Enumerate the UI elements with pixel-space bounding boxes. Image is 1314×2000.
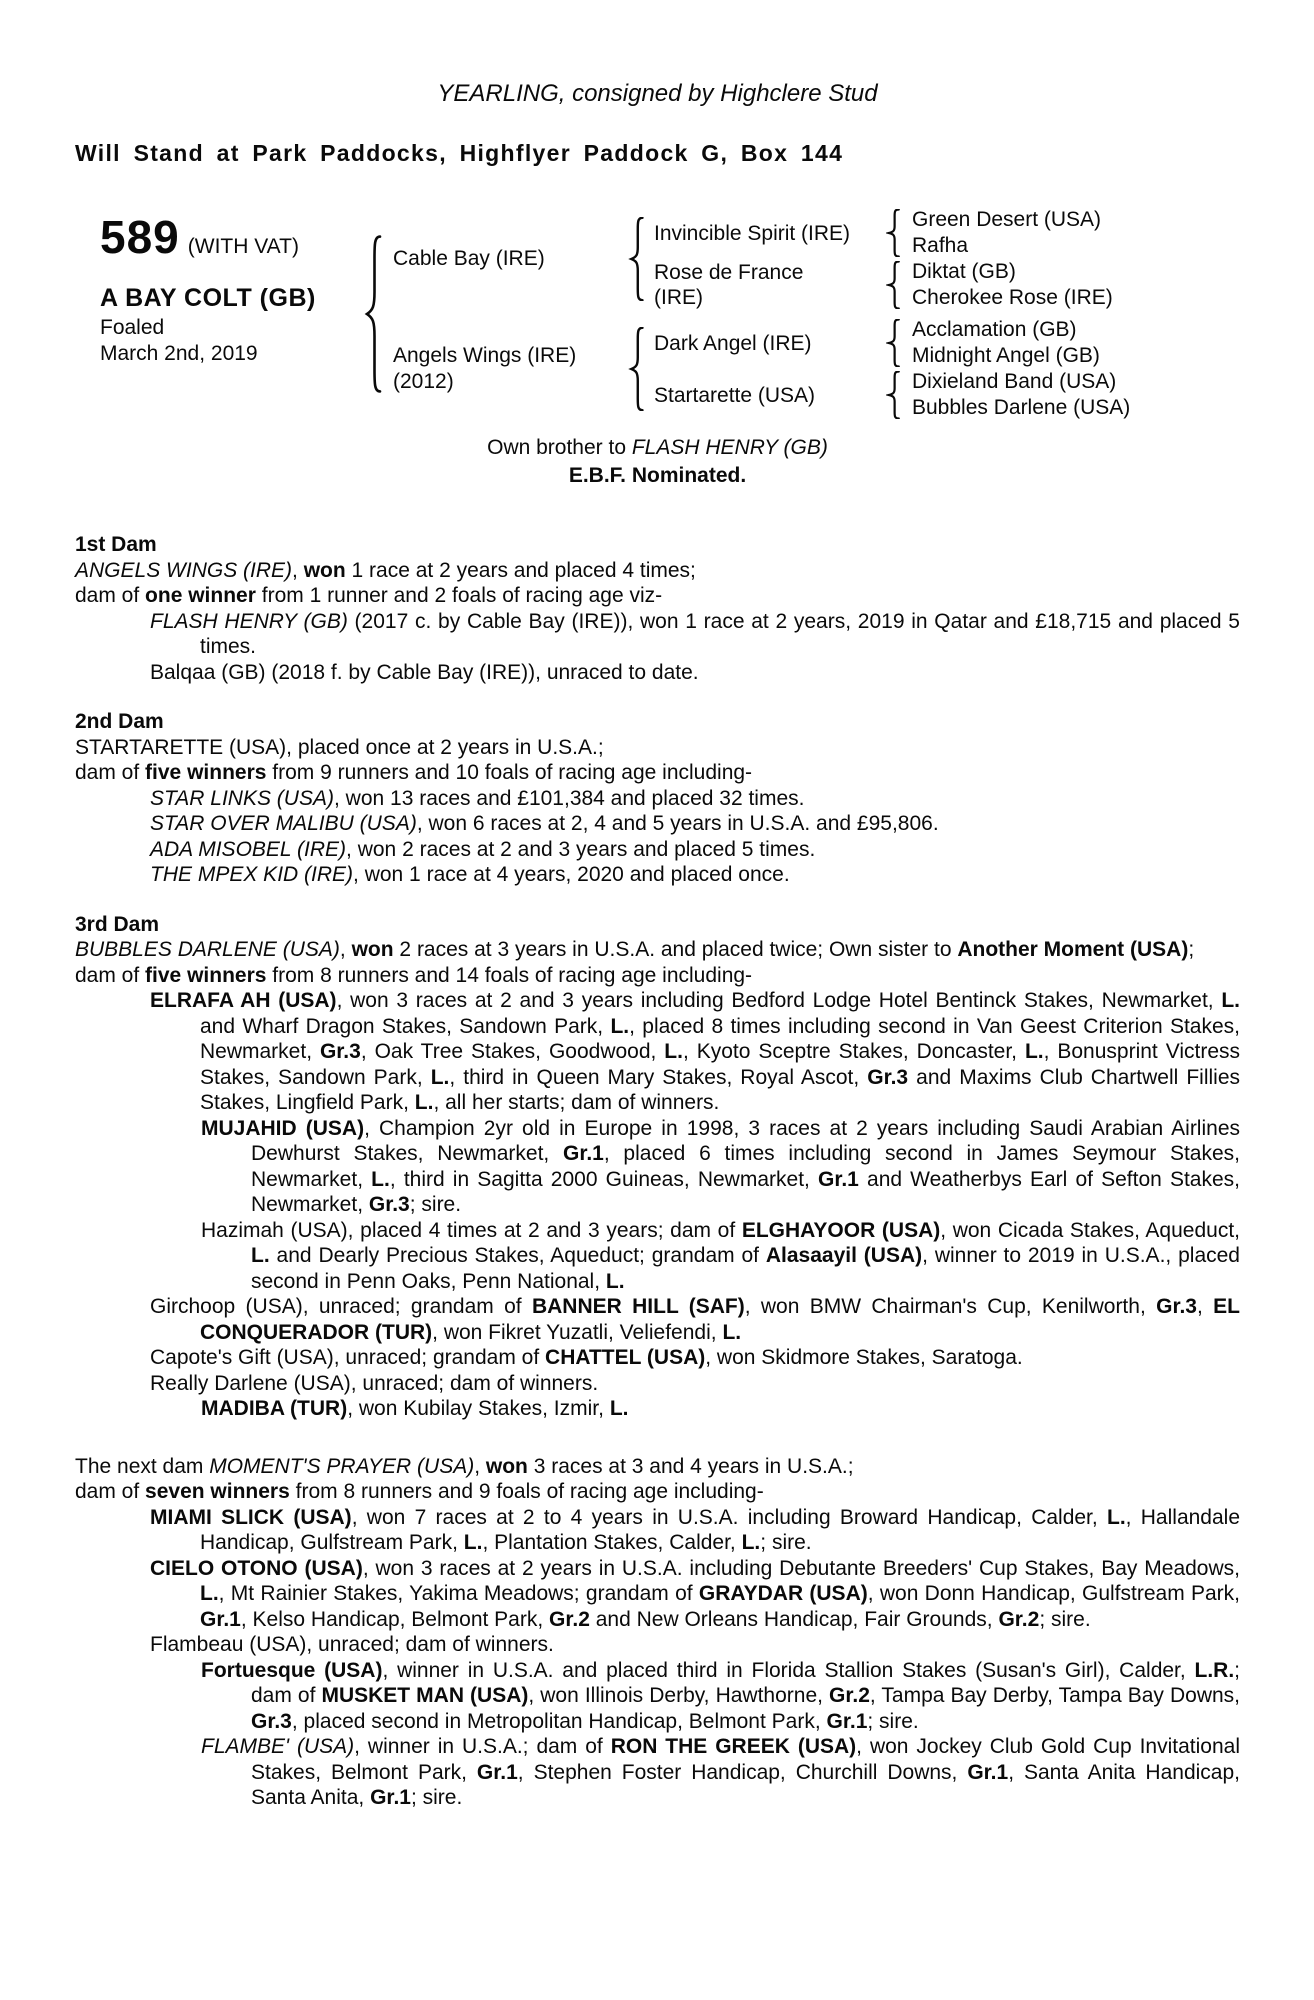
text-run: L. bbox=[609, 1397, 629, 1420]
text-run: won bbox=[351, 938, 394, 961]
pedigree-paragraph bbox=[75, 988, 1240, 1116]
text-run: dam of bbox=[75, 1480, 146, 1503]
text-run: , placed second in Metropolitan Handicap, Belmont Park, bbox=[291, 1709, 827, 1733]
text-run: ADA MISOBEL (IRE) bbox=[150, 837, 347, 861]
pedigree-paragraph bbox=[75, 862, 1240, 888]
text-run: from 8 runners and 14 foals of racing age including- bbox=[266, 963, 753, 987]
text-run: STAR OVER MALIBU (USA) bbox=[150, 812, 417, 835]
text-run: Gr.2 bbox=[998, 1607, 1040, 1631]
text-run: Gr.1 bbox=[370, 1786, 411, 1809]
pedigree-paragraph bbox=[75, 1116, 1240, 1218]
dam-sire-parents bbox=[912, 317, 1240, 369]
text-run: L. bbox=[414, 1091, 434, 1114]
sire-dam-branch bbox=[654, 259, 1240, 311]
text-run: Gr.1 bbox=[826, 1709, 868, 1733]
text-run: , won Jockey Club Gold Cup Invitational Stakes, Belmont Park, bbox=[251, 1735, 1240, 1784]
foaled-label: Foaled bbox=[100, 315, 165, 339]
text-run: CHATTEL (USA) bbox=[545, 1346, 706, 1369]
sire-brace-wrap bbox=[628, 207, 654, 311]
great-granddam-name: Bubbles Darlene (USA) bbox=[912, 396, 1131, 419]
pedigree-paragraph bbox=[75, 583, 1240, 609]
text-run: , winner in U.S.A.; dam of bbox=[354, 1735, 611, 1758]
text-run: Gr.1 bbox=[562, 1142, 604, 1165]
text-run: 2 races at 3 years in U.S.A. and placed twice; Own sister to bbox=[393, 938, 958, 961]
sire-sire-branch bbox=[654, 207, 1240, 259]
text-run: L. bbox=[605, 1269, 625, 1293]
sire-grandparents bbox=[654, 207, 1240, 311]
text-run: , won Donn Handicap, Gulfstream Park, bbox=[867, 1582, 1240, 1605]
text-run: FLAMBE' (USA) bbox=[201, 1735, 355, 1758]
pedigree-name-line: Cable Bay (IRE) bbox=[393, 247, 545, 270]
pedigree-paragraph bbox=[75, 1556, 1240, 1633]
pedigree-paragraph bbox=[75, 1454, 1240, 1480]
text-run: , won 13 races and £101,384 and placed 32 times. bbox=[333, 786, 805, 810]
dam-dam-brace-wrap bbox=[886, 369, 912, 421]
lot-vat-note: (WITH VAT) bbox=[187, 235, 299, 258]
text-run: Gr.1 bbox=[476, 1760, 518, 1784]
text-run: dam of bbox=[75, 584, 146, 607]
pedigree-name-line: Dark Angel (IRE) bbox=[654, 331, 812, 355]
sire-dam-brace-wrap bbox=[886, 259, 912, 311]
dam-sire-brace-wrap bbox=[886, 317, 912, 369]
text-run: Gr.2 bbox=[549, 1607, 590, 1631]
dam-dam-branch bbox=[654, 369, 1240, 421]
great-granddam-name: Cherokee Rose (IRE) bbox=[912, 286, 1113, 309]
text-run: The next dam bbox=[75, 1454, 210, 1478]
text-run: Girchoop (USA), unraced; grandam of bbox=[150, 1295, 532, 1318]
text-run: , Santa Anita Handicap, Santa Anita, bbox=[251, 1760, 1240, 1809]
text-run: , winner in U.S.A. and placed third in Florida Stallion Stakes (Susan's Girl), Calder, bbox=[382, 1658, 1195, 1682]
text-run: seven winners bbox=[145, 1480, 290, 1503]
dam-sire-branch bbox=[654, 317, 1240, 369]
pedigree-paragraph bbox=[75, 786, 1240, 812]
text-run: from 9 runners and 10 foals of racing age including- bbox=[266, 761, 753, 784]
text-run: and New Orleans Handicap, Fair Grounds, bbox=[589, 1607, 999, 1631]
text-run: five winners bbox=[145, 963, 267, 987]
text-run: , Kyoto Sceptre Stakes, Doncaster, bbox=[682, 1040, 1025, 1063]
great-grandsire-name: Green Desert (USA) bbox=[912, 208, 1102, 231]
text-run: , winner to 2019 in U.S.A., placed second in Penn Oaks, Penn National, bbox=[251, 1244, 1240, 1293]
text-run: , all her starts; dam of winners. bbox=[433, 1091, 720, 1114]
section-heading: 1st Dam bbox=[75, 533, 157, 556]
text-run: Gr.3 bbox=[368, 1193, 410, 1216]
dam-dam-parents bbox=[912, 369, 1240, 421]
open-brace-icon bbox=[886, 261, 901, 309]
text-run: ANGELS WINGS (IRE) bbox=[75, 558, 293, 582]
text-run: MUSKET MAN (USA) bbox=[321, 1684, 529, 1707]
pedigree-paragraph bbox=[75, 937, 1240, 963]
dam-section bbox=[75, 532, 1240, 685]
open-brace-icon bbox=[886, 371, 901, 419]
text-run: L. bbox=[741, 1531, 761, 1554]
dam-dam-name bbox=[654, 383, 886, 408]
foaled-date: March 2nd, 2019 bbox=[100, 341, 258, 365]
ebf-nominated-note: E.B.F. Nominated. bbox=[568, 463, 747, 487]
text-run: ; sire. bbox=[760, 1531, 812, 1554]
text-run: Capote's Gift (USA), unraced; grandam of bbox=[150, 1346, 546, 1369]
pedigree-paragraph bbox=[75, 1396, 1240, 1422]
text-run: , third in Queen Mary Stakes, Royal Ascot, bbox=[449, 1065, 868, 1089]
great-granddam-name: Rafha bbox=[912, 234, 969, 257]
pedigree-name-line: Startarette (USA) bbox=[654, 383, 816, 407]
text-run: Gr.1 bbox=[818, 1167, 859, 1191]
pedigree-paragraph bbox=[75, 760, 1240, 786]
text-run: one winner bbox=[145, 584, 256, 607]
great-grandsire-name: Acclamation (GB) bbox=[912, 318, 1077, 341]
open-brace-icon bbox=[886, 319, 901, 367]
text-run: , won 6 races at 2, 4 and 5 years in U.S.A. and £95,806. bbox=[416, 812, 939, 835]
dam-sections bbox=[75, 532, 1240, 1811]
text-run: GRAYDAR (USA) bbox=[698, 1582, 868, 1605]
text-run: and Wharf Dragon Stakes, Sandown Park, bbox=[200, 1014, 611, 1038]
text-run: , Hallandale Handicap, Gulfstream Park, bbox=[200, 1505, 1241, 1554]
text-run: , Mt Rainier Stakes, Yakima Meadows; grandam of bbox=[218, 1582, 699, 1605]
text-run: , won Fikret Yuzatli, Veliefendi, bbox=[432, 1320, 723, 1344]
text-run: Gr.3 bbox=[867, 1065, 909, 1089]
sire-branch bbox=[393, 207, 1240, 311]
pedigree-paragraph bbox=[75, 1632, 1240, 1658]
text-run: CIELO OTONO (USA) bbox=[150, 1556, 363, 1580]
text-run: , Kelso Handicap, Belmont Park, bbox=[240, 1607, 550, 1631]
text-run: , won Skidmore Stakes, Saratoga. bbox=[705, 1346, 1023, 1369]
dam-name bbox=[393, 343, 628, 395]
great-granddam-name: Midnight Angel (GB) bbox=[912, 344, 1100, 367]
text-run: Gr.3 bbox=[251, 1709, 292, 1733]
text-run: Gr.2 bbox=[829, 1684, 870, 1707]
pedigree-name-line: (IRE) bbox=[654, 286, 703, 309]
text-run: , Bonusprint Victress Stakes, Sandown Park, bbox=[200, 1040, 1240, 1089]
dam-grandparents bbox=[654, 317, 1240, 421]
pedigree-paragraph bbox=[75, 1505, 1240, 1556]
text-run: won bbox=[303, 558, 346, 582]
pedigree-paragraph bbox=[75, 1345, 1240, 1371]
text-run: L. bbox=[1221, 989, 1241, 1012]
text-run: , won 3 races at 2 years in U.S.A. including Debutante Breeders' Cup Stakes, Bay Meadows, bbox=[362, 1556, 1240, 1580]
text-run: , Tampa Bay Derby, Tampa Bay Downs, bbox=[869, 1684, 1240, 1707]
stand-location-header: Will Stand at Park Paddocks, Highflyer Paddock G, Box 144 bbox=[75, 140, 844, 166]
dam-section bbox=[75, 912, 1240, 1422]
text-run: , bbox=[292, 558, 304, 582]
text-run: , placed 8 times including second in Van Geest Criterion Stakes, Newmarket, bbox=[200, 1014, 1241, 1063]
text-run: Another Moment (USA) bbox=[957, 938, 1189, 961]
pedigree-name-line: (2012) bbox=[393, 370, 454, 393]
pedigree-paragraph bbox=[75, 660, 1240, 686]
text-run: 3 races at 3 and 4 years in U.S.A.; bbox=[527, 1454, 854, 1478]
pedigree-paragraph bbox=[75, 558, 1240, 584]
pedigree-name-line: Rose de France bbox=[654, 261, 804, 284]
lot-number: 589 bbox=[100, 211, 180, 263]
text-run: STARTARETTE (USA), placed once at 2 years in U.S.A.; bbox=[75, 735, 604, 759]
text-run: Balqaa (GB) (2018 f. by Cable Bay (IRE)), unraced to date. bbox=[150, 660, 699, 684]
text-run: won bbox=[485, 1454, 528, 1478]
text-run: , won Kubilay Stakes, Izmir, bbox=[347, 1397, 610, 1420]
text-run: ELRAFA AH (USA) bbox=[150, 989, 337, 1012]
text-run: and Maxims Club Chartwell Fillies Stakes, Lingfield Park, bbox=[200, 1065, 1241, 1114]
great-grandsire-name: Diktat (GB) bbox=[912, 260, 1016, 283]
consignment-header: YEARLING, consigned by Highclere Stud bbox=[437, 80, 878, 107]
text-run: FLASH HENRY (GB) bbox=[150, 609, 348, 633]
text-run: dam of bbox=[75, 963, 146, 987]
text-run: , Champion 2yr old in Europe in 1998, 3 races at 2 years including Saudi Arabian Airlines Dewhurst Stakes, Newmarket, bbox=[251, 1116, 1241, 1165]
text-run: Own brother to bbox=[487, 436, 632, 459]
pedigree-name-line: Invincible Spirit (IRE) bbox=[654, 221, 851, 245]
own-brother-note bbox=[75, 435, 1240, 461]
pedigree-paragraph bbox=[75, 1218, 1240, 1295]
text-run: Gr.1 bbox=[967, 1760, 1009, 1784]
text-run: MIAMI SLICK (USA) bbox=[150, 1505, 352, 1529]
text-run: ; bbox=[1188, 938, 1195, 961]
section-heading: 2nd Dam bbox=[75, 710, 164, 733]
sire-sire-parents bbox=[912, 207, 1240, 259]
generation1-brace-wrap bbox=[363, 207, 393, 421]
text-run: five winners bbox=[145, 761, 267, 784]
text-run: L. bbox=[664, 1040, 683, 1063]
text-run: ELGHAYOOR (USA) bbox=[741, 1218, 941, 1242]
sire-sire-brace-wrap bbox=[886, 207, 912, 259]
text-run: dam of bbox=[75, 761, 146, 784]
text-run: MUJAHID (USA) bbox=[201, 1116, 365, 1140]
great-grandsire-name: Dixieland Band (USA) bbox=[912, 370, 1117, 393]
text-run: (2017 c. by Cable Bay (IRE)), won 1 race at 2 years, 2019 in Qatar and £18,715 and placed 5 times. bbox=[200, 609, 1240, 658]
text-run: Gr.3 bbox=[1156, 1295, 1197, 1318]
text-run: ; sire. bbox=[409, 1193, 462, 1216]
text-run: , won BMW Chairman's Cup, Kenilworth, bbox=[744, 1295, 1157, 1318]
dam-section bbox=[75, 709, 1240, 888]
text-run: L.R. bbox=[1194, 1658, 1235, 1682]
text-run: , placed 6 times including second in James Seymour Stakes, Newmarket, bbox=[251, 1142, 1240, 1191]
text-run: ; dam of bbox=[251, 1658, 1241, 1707]
text-run: L. bbox=[251, 1244, 270, 1267]
open-brace-icon bbox=[628, 327, 645, 411]
lot-description: A BAY COLT (GB) bbox=[100, 283, 316, 312]
text-run: MADIBA (TUR) bbox=[201, 1397, 348, 1420]
text-run: Alasaayil (USA) bbox=[765, 1244, 923, 1267]
pedigree-paragraph bbox=[75, 811, 1240, 837]
pedigree-paragraph bbox=[75, 1658, 1240, 1735]
text-run: Gr.1 bbox=[200, 1607, 241, 1631]
text-run: L. bbox=[1107, 1505, 1126, 1529]
text-run: , won Illinois Derby, Hawthorne, bbox=[528, 1684, 830, 1707]
sire-sire-name bbox=[654, 221, 886, 246]
dam-branch bbox=[393, 317, 1240, 421]
text-run: 1 race at 2 years and placed 4 times; bbox=[345, 558, 696, 582]
text-run: Gr.3 bbox=[319, 1040, 361, 1063]
text-run: L. bbox=[610, 1014, 630, 1038]
text-run: , bbox=[1196, 1295, 1214, 1318]
text-run: and Dearly Precious Stakes, Aqueduct; grandam of bbox=[269, 1244, 766, 1267]
text-run: , Plantation Stakes, Calder, bbox=[482, 1531, 742, 1554]
text-run: RON THE GREEK (USA) bbox=[610, 1735, 857, 1758]
text-run: , won 7 races at 2 to 4 years in U.S.A. including Broward Handicap, Calder, bbox=[351, 1505, 1107, 1529]
text-run: L. bbox=[1024, 1040, 1044, 1063]
pedigree-paragraph bbox=[75, 837, 1240, 863]
text-run: ; sire. bbox=[410, 1786, 463, 1809]
text-run: MOMENT'S PRAYER (USA) bbox=[209, 1454, 475, 1478]
sire-name bbox=[393, 246, 628, 272]
dam-sire-name bbox=[654, 331, 886, 356]
text-run: , Stephen Foster Handicap, Churchill Downs, bbox=[517, 1760, 968, 1784]
text-run: ; sire. bbox=[867, 1709, 919, 1733]
text-run: , won 1 race at 4 years, 2020 and placed once. bbox=[353, 863, 790, 886]
text-run: EL CONQUERADOR (TUR) bbox=[200, 1295, 1240, 1344]
sire-dam-parents bbox=[912, 259, 1240, 311]
pedigree-name-line: Angels Wings (IRE) bbox=[393, 344, 577, 367]
text-run: THE MPEX KID (IRE) bbox=[150, 863, 354, 886]
text-run: ; sire. bbox=[1039, 1607, 1091, 1631]
open-brace-icon bbox=[628, 217, 645, 301]
text-run: BANNER HILL (SAF) bbox=[531, 1295, 745, 1318]
lot-block bbox=[75, 207, 363, 367]
dam-brace-wrap bbox=[628, 317, 654, 421]
pedigree-paragraph bbox=[75, 963, 1240, 989]
text-run: , Oak Tree Stakes, Goodwood, bbox=[360, 1040, 665, 1063]
text-run: STAR LINKS (USA) bbox=[150, 786, 334, 810]
section-heading: 3rd Dam bbox=[75, 912, 160, 936]
pedigree-paragraph bbox=[75, 1294, 1240, 1345]
text-run: from 8 runners and 9 foals of racing age including- bbox=[289, 1480, 764, 1503]
pedigree-table bbox=[75, 207, 1240, 421]
text-run: L. bbox=[430, 1065, 450, 1089]
text-run: and Weatherbys Earl of Sefton Stakes, Newmarket, bbox=[251, 1167, 1240, 1216]
open-brace-icon bbox=[886, 209, 901, 257]
text-run: , won Cicada Stakes, Aqueduct, bbox=[940, 1218, 1241, 1242]
text-run: , won 3 races at 2 and 3 years including Bedford Lodge Hotel Bentinck Stakes, Newmarket, bbox=[336, 989, 1222, 1012]
text-run: from 1 runner and 2 foals of racing age viz- bbox=[255, 584, 663, 607]
text-run: FLASH HENRY (GB) bbox=[631, 436, 828, 459]
text-run: L. bbox=[200, 1582, 219, 1605]
dam-section bbox=[75, 1454, 1240, 1811]
text-run: , bbox=[339, 938, 352, 961]
pedigree-paragraph bbox=[75, 1479, 1240, 1505]
text-run: , third in Sagitta 2000 Guineas, Newmarket, bbox=[389, 1167, 818, 1191]
pedigree-paragraph bbox=[75, 735, 1240, 761]
text-run: Hazimah (USA), placed 4 times at 2 and 3 years; dam of bbox=[201, 1218, 742, 1242]
pedigree-paragraph bbox=[75, 1734, 1240, 1811]
text-run: Really Darlene (USA), unraced; dam of winners. bbox=[150, 1371, 599, 1395]
text-run: Fortuesque (USA) bbox=[201, 1658, 383, 1682]
pedigree-paragraph bbox=[75, 609, 1240, 660]
text-run: , bbox=[474, 1454, 486, 1478]
text-run: L. bbox=[463, 1531, 483, 1554]
sire-dam-name bbox=[654, 260, 886, 310]
lot-number-row bbox=[100, 211, 363, 263]
family-tree bbox=[393, 207, 1240, 421]
open-brace-icon bbox=[363, 235, 383, 393]
text-run: L. bbox=[371, 1167, 390, 1191]
text-run: L. bbox=[722, 1320, 742, 1344]
pedigree-paragraph bbox=[75, 1371, 1240, 1397]
text-run: BUBBLES DARLENE (USA) bbox=[75, 938, 340, 961]
text-run: Flambeau (USA), unraced; dam of winners. bbox=[150, 1633, 554, 1656]
text-run: , won 2 races at 2 and 3 years and placed 5 times. bbox=[346, 837, 816, 861]
